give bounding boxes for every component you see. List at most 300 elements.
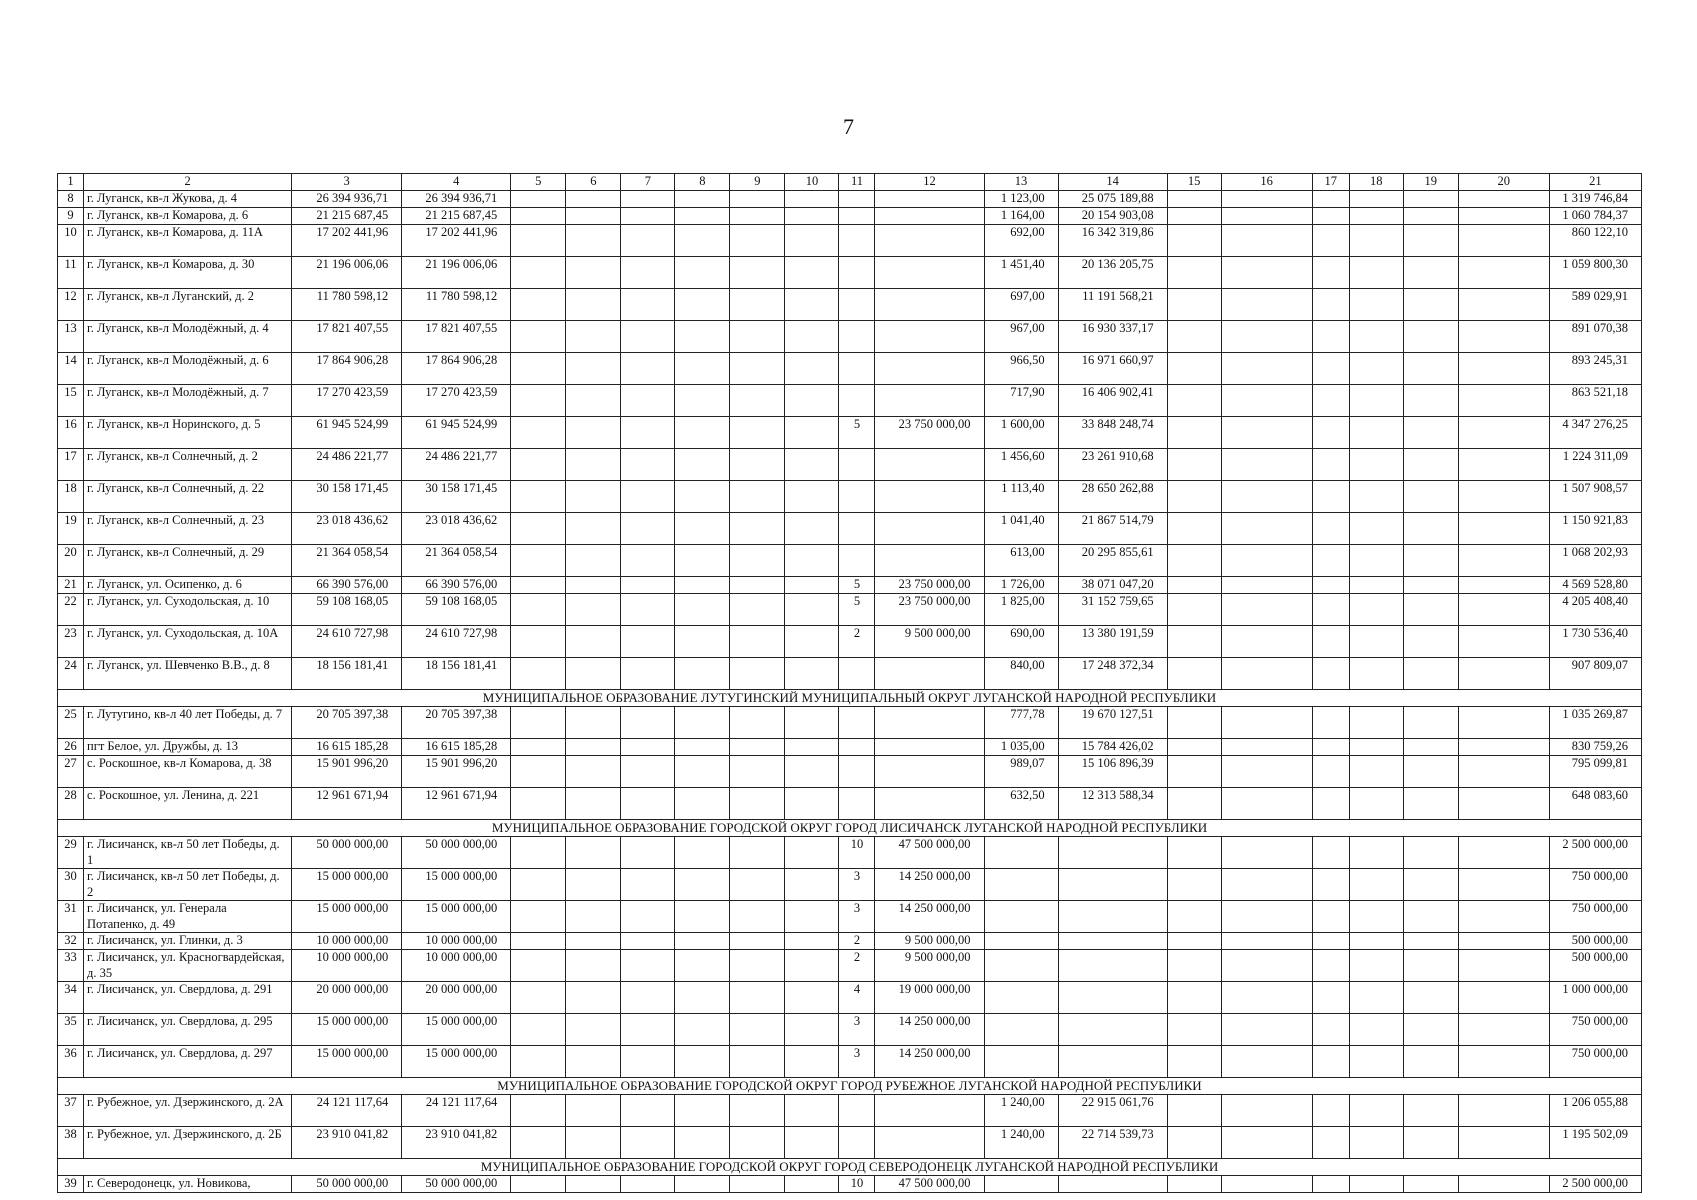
col-12-cell <box>875 1127 984 1159</box>
table-row <box>58 449 1642 481</box>
col-9-cell <box>730 1127 785 1159</box>
col-14-cell <box>1058 1046 1167 1078</box>
col-14-cell <box>1058 869 1167 901</box>
col-19-cell <box>1403 353 1458 385</box>
col-11-cell <box>839 385 875 417</box>
col-12-cell <box>875 208 984 225</box>
col-17-cell <box>1312 869 1349 901</box>
row-number-cell: 39 <box>58 1176 84 1193</box>
col-4-cell: 26 394 936,71 <box>402 191 511 208</box>
col-7-cell <box>621 1127 675 1159</box>
col-19-cell <box>1403 225 1458 257</box>
col-11-cell: 2 <box>839 950 875 982</box>
row-number-cell: 32 <box>58 933 84 950</box>
col-8-cell <box>675 577 730 594</box>
table-row <box>58 417 1642 449</box>
address-cell: г. Лисичанск, ул. Генерала Потапенко, д. 49 <box>84 901 292 933</box>
col-21-cell: 795 099,81 <box>1549 756 1641 788</box>
col-12-cell: 14 250 000,00 <box>875 901 984 933</box>
col-11-cell <box>839 513 875 545</box>
col-19-cell <box>1403 837 1458 869</box>
col-17-cell <box>1312 594 1349 626</box>
col-18-cell <box>1349 545 1403 577</box>
page-number: 7 <box>843 114 854 139</box>
col-18-cell <box>1349 1095 1403 1127</box>
address-cell: г. Лисичанск, кв-л 50 лет Победы, д. 2 <box>84 869 292 901</box>
col-11-cell <box>839 321 875 353</box>
col-19-cell <box>1403 756 1458 788</box>
col-13-cell: 1 456,60 <box>984 449 1058 481</box>
col-3-cell: 15 000 000,00 <box>292 901 402 933</box>
col-15-cell <box>1167 191 1221 208</box>
col-16-cell <box>1221 225 1312 257</box>
col-11-cell: 3 <box>839 1014 875 1046</box>
col-12-cell <box>875 513 984 545</box>
col-8-cell <box>675 385 730 417</box>
col-10-cell <box>785 321 839 353</box>
col-9-cell <box>730 449 785 481</box>
col-6-cell <box>566 1046 621 1078</box>
col-19-cell <box>1403 901 1458 933</box>
col-19-cell <box>1403 658 1458 690</box>
col-12-cell: 9 500 000,00 <box>875 933 984 950</box>
table-row <box>58 739 1642 756</box>
section-title: МУНИЦИПАЛЬНОЕ ОБРАЗОВАНИЕ ЛУТУГИНСКИЙ МУНИЦИПАЛЬНЫЙ ОКРУГ ЛУГАНСКОЙ НАРОДНОЙ РЕСПУБЛИКИ <box>58 690 1642 707</box>
col-5-cell <box>511 756 566 788</box>
col-4-cell: 15 000 000,00 <box>402 901 511 933</box>
col-20-cell <box>1458 594 1549 626</box>
column-header-10: 10 <box>785 174 839 191</box>
address-cell: г. Луганск, кв-л Солнечный, д. 29 <box>84 545 292 577</box>
row-number-cell: 25 <box>58 707 84 739</box>
col-9-cell <box>730 982 785 1014</box>
col-18-cell <box>1349 385 1403 417</box>
col-5-cell <box>511 353 566 385</box>
col-21-cell: 1 224 311,09 <box>1549 449 1641 481</box>
col-6-cell <box>566 982 621 1014</box>
col-10-cell <box>785 837 839 869</box>
col-20-cell <box>1458 353 1549 385</box>
col-9-cell <box>730 208 785 225</box>
col-3-cell: 15 901 996,20 <box>292 756 402 788</box>
col-20-cell <box>1458 869 1549 901</box>
col-19-cell <box>1403 1127 1458 1159</box>
col-7-cell <box>621 756 675 788</box>
column-header-7: 7 <box>621 174 675 191</box>
row-number-cell: 33 <box>58 950 84 982</box>
col-20-cell <box>1458 707 1549 739</box>
col-21-cell: 2 500 000,00 <box>1549 1176 1641 1193</box>
col-13-cell <box>984 1046 1058 1078</box>
col-19-cell <box>1403 191 1458 208</box>
col-8-cell <box>675 353 730 385</box>
col-13-cell <box>984 901 1058 933</box>
table-row <box>58 1127 1642 1159</box>
col-18-cell <box>1349 626 1403 658</box>
col-7-cell <box>621 417 675 449</box>
col-20-cell <box>1458 545 1549 577</box>
col-16-cell <box>1221 353 1312 385</box>
col-14-cell: 19 670 127,51 <box>1058 707 1167 739</box>
col-7-cell <box>621 837 675 869</box>
row-number-cell: 11 <box>58 257 84 289</box>
col-8-cell <box>675 513 730 545</box>
col-15-cell <box>1167 756 1221 788</box>
col-7-cell <box>621 739 675 756</box>
col-13-cell: 632,50 <box>984 788 1058 820</box>
col-5-cell <box>511 577 566 594</box>
col-19-cell <box>1403 594 1458 626</box>
col-18-cell <box>1349 225 1403 257</box>
column-header-13: 13 <box>984 174 1058 191</box>
table-row <box>58 1046 1642 1078</box>
col-20-cell <box>1458 385 1549 417</box>
col-5-cell <box>511 933 566 950</box>
col-10-cell <box>785 513 839 545</box>
table-body <box>58 191 1642 1193</box>
table-row <box>58 225 1642 257</box>
col-21-cell: 500 000,00 <box>1549 950 1641 982</box>
col-19-cell <box>1403 513 1458 545</box>
col-13-cell <box>984 1176 1058 1193</box>
col-18-cell <box>1349 594 1403 626</box>
col-5-cell <box>511 545 566 577</box>
col-3-cell: 50 000 000,00 <box>292 1176 402 1193</box>
col-6-cell <box>566 658 621 690</box>
col-4-cell: 24 121 117,64 <box>402 1095 511 1127</box>
col-9-cell <box>730 739 785 756</box>
row-number-cell: 20 <box>58 545 84 577</box>
col-12-cell <box>875 1095 984 1127</box>
col-11-cell <box>839 1127 875 1159</box>
col-8-cell <box>675 756 730 788</box>
col-7-cell <box>621 481 675 513</box>
col-16-cell <box>1221 191 1312 208</box>
col-13-cell: 697,00 <box>984 289 1058 321</box>
col-8-cell <box>675 545 730 577</box>
address-cell: г. Лисичанск, ул. Свердлова, д. 291 <box>84 982 292 1014</box>
address-cell: г. Луганск, ул. Шевченко В.В., д. 8 <box>84 658 292 690</box>
col-21-cell: 1 150 921,83 <box>1549 513 1641 545</box>
col-11-cell: 3 <box>839 1046 875 1078</box>
row-number-cell: 24 <box>58 658 84 690</box>
col-9-cell <box>730 756 785 788</box>
col-3-cell: 12 961 671,94 <box>292 788 402 820</box>
col-14-cell: 12 313 588,34 <box>1058 788 1167 820</box>
row-number-cell: 35 <box>58 1014 84 1046</box>
col-6-cell <box>566 513 621 545</box>
col-19-cell <box>1403 950 1458 982</box>
address-cell: г. Луганск, кв-л Норинского, д. 5 <box>84 417 292 449</box>
col-4-cell: 15 000 000,00 <box>402 1046 511 1078</box>
col-12-cell <box>875 788 984 820</box>
col-8-cell <box>675 1046 730 1078</box>
col-20-cell <box>1458 257 1549 289</box>
section-title: МУНИЦИПАЛЬНОЕ ОБРАЗОВАНИЕ ГОРОДСКОЙ ОКРУГ ГОРОД СЕВЕРОДОНЕЦК ЛУГАНСКОЙ НАРОДНОЙ РЕСПУБЛИКИ <box>58 1159 1642 1176</box>
col-3-cell: 15 000 000,00 <box>292 869 402 901</box>
col-21-cell: 893 245,31 <box>1549 353 1641 385</box>
col-4-cell: 24 610 727,98 <box>402 626 511 658</box>
col-17-cell <box>1312 191 1349 208</box>
col-16-cell <box>1221 933 1312 950</box>
col-18-cell <box>1349 513 1403 545</box>
table-row <box>58 191 1642 208</box>
col-9-cell <box>730 353 785 385</box>
col-13-cell <box>984 869 1058 901</box>
col-15-cell <box>1167 289 1221 321</box>
address-cell: г. Луганск, кв-л Молодёжный, д. 4 <box>84 321 292 353</box>
col-6-cell <box>566 707 621 739</box>
col-8-cell <box>675 321 730 353</box>
col-7-cell <box>621 191 675 208</box>
col-15-cell <box>1167 1176 1221 1193</box>
col-14-cell: 16 406 902,41 <box>1058 385 1167 417</box>
col-12-cell <box>875 756 984 788</box>
col-9-cell <box>730 626 785 658</box>
col-13-cell: 989,07 <box>984 756 1058 788</box>
address-cell: г. Луганск, кв-л Жукова, д. 4 <box>84 191 292 208</box>
col-12-cell: 23 750 000,00 <box>875 594 984 626</box>
address-cell: г. Лисичанск, ул. Красногвардейская, д. 35 <box>84 950 292 982</box>
col-5-cell <box>511 950 566 982</box>
col-15-cell <box>1167 869 1221 901</box>
col-14-cell <box>1058 933 1167 950</box>
col-4-cell: 10 000 000,00 <box>402 950 511 982</box>
col-11-cell <box>839 658 875 690</box>
col-17-cell <box>1312 353 1349 385</box>
col-14-cell: 23 261 910,68 <box>1058 449 1167 481</box>
col-13-cell: 966,50 <box>984 353 1058 385</box>
col-16-cell <box>1221 901 1312 933</box>
col-21-cell: 863 521,18 <box>1549 385 1641 417</box>
col-11-cell <box>839 225 875 257</box>
table-row <box>58 513 1642 545</box>
col-17-cell <box>1312 449 1349 481</box>
col-8-cell <box>675 257 730 289</box>
column-header-2: 2 <box>84 174 292 191</box>
col-15-cell <box>1167 417 1221 449</box>
col-5-cell <box>511 901 566 933</box>
col-9-cell <box>730 321 785 353</box>
col-10-cell <box>785 1176 839 1193</box>
col-16-cell <box>1221 869 1312 901</box>
col-11-cell: 5 <box>839 417 875 449</box>
col-7-cell <box>621 594 675 626</box>
address-cell: г. Рубежное, ул. Дзержинского, д. 2Б <box>84 1127 292 1159</box>
col-7-cell <box>621 1095 675 1127</box>
col-5-cell <box>511 449 566 481</box>
col-18-cell <box>1349 257 1403 289</box>
col-16-cell <box>1221 417 1312 449</box>
col-17-cell <box>1312 933 1349 950</box>
col-12-cell <box>875 257 984 289</box>
table-row <box>58 707 1642 739</box>
col-9-cell <box>730 577 785 594</box>
col-5-cell <box>511 982 566 1014</box>
col-6-cell <box>566 449 621 481</box>
col-19-cell <box>1403 417 1458 449</box>
col-10-cell <box>785 707 839 739</box>
col-10-cell <box>785 982 839 1014</box>
col-7-cell <box>621 869 675 901</box>
col-5-cell <box>511 1014 566 1046</box>
col-3-cell: 16 615 185,28 <box>292 739 402 756</box>
address-cell: г. Лисичанск, ул. Глинки, д. 3 <box>84 933 292 950</box>
row-number-cell: 22 <box>58 594 84 626</box>
row-number-cell: 37 <box>58 1095 84 1127</box>
col-15-cell <box>1167 208 1221 225</box>
col-6-cell <box>566 626 621 658</box>
table-row <box>58 481 1642 513</box>
col-11-cell <box>839 191 875 208</box>
col-13-cell: 1 600,00 <box>984 417 1058 449</box>
col-12-cell: 47 500 000,00 <box>875 837 984 869</box>
col-21-cell: 589 029,91 <box>1549 289 1641 321</box>
col-8-cell <box>675 1095 730 1127</box>
column-header-3: 3 <box>292 174 402 191</box>
col-10-cell <box>785 739 839 756</box>
col-4-cell: 23 018 436,62 <box>402 513 511 545</box>
col-9-cell <box>730 1014 785 1046</box>
col-11-cell <box>839 545 875 577</box>
col-8-cell <box>675 449 730 481</box>
col-11-cell <box>839 289 875 321</box>
col-9-cell <box>730 513 785 545</box>
col-18-cell <box>1349 950 1403 982</box>
col-15-cell <box>1167 321 1221 353</box>
col-20-cell <box>1458 577 1549 594</box>
table-row <box>58 321 1642 353</box>
col-19-cell <box>1403 933 1458 950</box>
col-17-cell <box>1312 257 1349 289</box>
col-8-cell <box>675 982 730 1014</box>
col-18-cell <box>1349 739 1403 756</box>
row-number-cell: 9 <box>58 208 84 225</box>
col-4-cell: 15 000 000,00 <box>402 869 511 901</box>
col-6-cell <box>566 577 621 594</box>
col-18-cell <box>1349 1127 1403 1159</box>
col-3-cell: 21 364 058,54 <box>292 545 402 577</box>
col-21-cell: 648 083,60 <box>1549 788 1641 820</box>
col-12-cell <box>875 385 984 417</box>
col-4-cell: 21 215 687,45 <box>402 208 511 225</box>
col-13-cell: 1 123,00 <box>984 191 1058 208</box>
col-12-cell <box>875 321 984 353</box>
col-18-cell <box>1349 208 1403 225</box>
col-5-cell <box>511 1176 566 1193</box>
col-18-cell <box>1349 901 1403 933</box>
col-14-cell: 13 380 191,59 <box>1058 626 1167 658</box>
col-13-cell <box>984 933 1058 950</box>
col-10-cell <box>785 933 839 950</box>
col-3-cell: 66 390 576,00 <box>292 577 402 594</box>
col-16-cell <box>1221 982 1312 1014</box>
col-18-cell <box>1349 417 1403 449</box>
col-3-cell: 23 018 436,62 <box>292 513 402 545</box>
col-15-cell <box>1167 933 1221 950</box>
col-13-cell: 692,00 <box>984 225 1058 257</box>
col-9-cell <box>730 257 785 289</box>
col-16-cell <box>1221 1046 1312 1078</box>
col-9-cell <box>730 658 785 690</box>
col-5-cell <box>511 417 566 449</box>
col-5-cell <box>511 191 566 208</box>
col-9-cell <box>730 1176 785 1193</box>
col-3-cell: 50 000 000,00 <box>292 837 402 869</box>
col-10-cell <box>785 545 839 577</box>
col-15-cell <box>1167 594 1221 626</box>
address-cell: г. Луганск, ул. Суходольская, д. 10А <box>84 626 292 658</box>
col-13-cell: 1 726,00 <box>984 577 1058 594</box>
col-10-cell <box>785 208 839 225</box>
col-14-cell: 21 867 514,79 <box>1058 513 1167 545</box>
col-3-cell: 10 000 000,00 <box>292 933 402 950</box>
col-4-cell: 21 364 058,54 <box>402 545 511 577</box>
col-15-cell <box>1167 901 1221 933</box>
col-15-cell <box>1167 1014 1221 1046</box>
col-10-cell <box>785 417 839 449</box>
col-21-cell: 891 070,38 <box>1549 321 1641 353</box>
col-16-cell <box>1221 321 1312 353</box>
col-17-cell <box>1312 982 1349 1014</box>
column-header-8: 8 <box>675 174 730 191</box>
col-20-cell <box>1458 1127 1549 1159</box>
address-cell: г. Луганск, кв-л Комарова, д. 6 <box>84 208 292 225</box>
col-13-cell: 1 451,40 <box>984 257 1058 289</box>
col-11-cell <box>839 208 875 225</box>
col-7-cell <box>621 385 675 417</box>
address-cell: г. Лутугино, кв-л 40 лет Победы, д. 7 <box>84 707 292 739</box>
col-18-cell <box>1349 788 1403 820</box>
col-21-cell: 907 809,07 <box>1549 658 1641 690</box>
address-cell: г. Лисичанск, ул. Свердлова, д. 297 <box>84 1046 292 1078</box>
col-3-cell: 15 000 000,00 <box>292 1046 402 1078</box>
col-20-cell <box>1458 837 1549 869</box>
col-8-cell <box>675 933 730 950</box>
col-5-cell <box>511 513 566 545</box>
table-row <box>58 1014 1642 1046</box>
col-11-cell <box>839 788 875 820</box>
col-15-cell <box>1167 353 1221 385</box>
col-12-cell <box>875 545 984 577</box>
col-3-cell: 20 705 397,38 <box>292 707 402 739</box>
column-header-4: 4 <box>402 174 511 191</box>
col-19-cell <box>1403 626 1458 658</box>
col-3-cell: 10 000 000,00 <box>292 950 402 982</box>
table-row <box>58 1095 1642 1127</box>
col-13-cell: 1 113,40 <box>984 481 1058 513</box>
col-9-cell <box>730 869 785 901</box>
col-14-cell <box>1058 982 1167 1014</box>
col-16-cell <box>1221 289 1312 321</box>
col-5-cell <box>511 1046 566 1078</box>
col-17-cell <box>1312 901 1349 933</box>
col-11-cell: 5 <box>839 594 875 626</box>
col-10-cell <box>785 594 839 626</box>
col-7-cell <box>621 1176 675 1193</box>
section-header-row <box>58 690 1642 707</box>
col-11-cell <box>839 481 875 513</box>
col-4-cell: 50 000 000,00 <box>402 1176 511 1193</box>
col-4-cell: 15 901 996,20 <box>402 756 511 788</box>
col-12-cell: 14 250 000,00 <box>875 1046 984 1078</box>
col-16-cell <box>1221 788 1312 820</box>
col-16-cell <box>1221 756 1312 788</box>
column-header-16: 16 <box>1221 174 1312 191</box>
col-9-cell <box>730 1095 785 1127</box>
col-17-cell <box>1312 513 1349 545</box>
col-12-cell <box>875 658 984 690</box>
